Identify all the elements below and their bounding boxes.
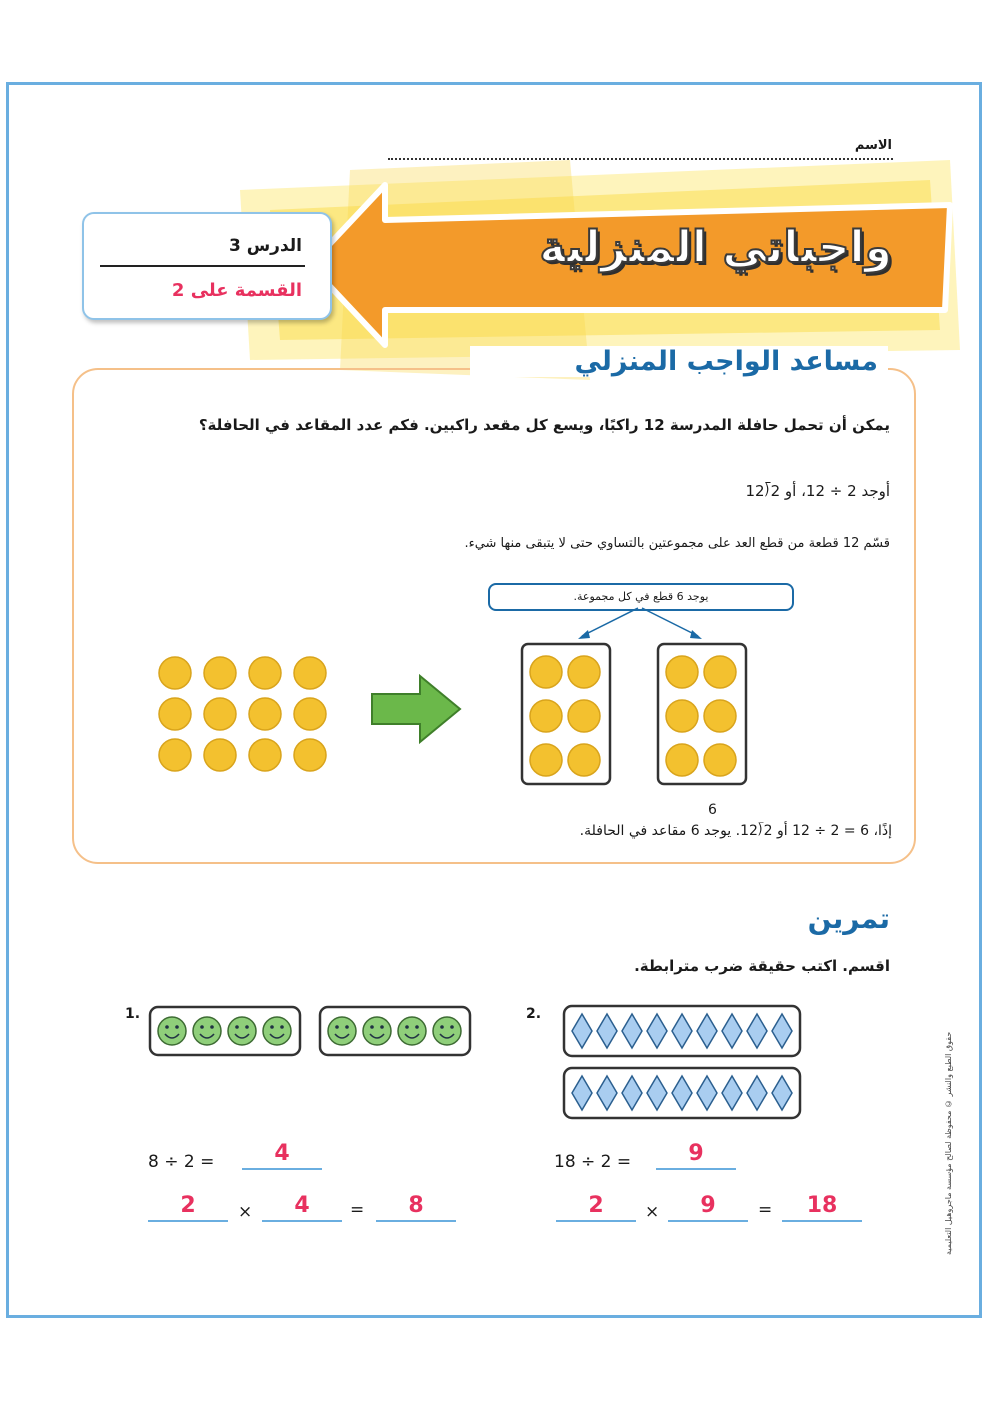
counter-icon: [568, 700, 600, 732]
exercise-2-factor2-answer[interactable]: 9: [668, 1192, 748, 1222]
counter-icon: [294, 739, 326, 771]
callout-arrows: [570, 606, 710, 644]
fraction-quotient: 6: [708, 802, 717, 818]
find-line: أوجد 2 ÷ 12، أو 2⟌12: [745, 482, 890, 500]
counter-icon: [666, 700, 698, 732]
exercise-2-picture: [562, 1004, 806, 1122]
exercise-1-equals: =: [350, 1200, 365, 1220]
lesson-topic: القسمة على 2: [171, 280, 302, 301]
counter-icon: [704, 656, 736, 688]
smiley-icon: [193, 1017, 221, 1045]
counter-icon: [568, 744, 600, 776]
counter-icon: [530, 744, 562, 776]
exercise-2-times: ×: [645, 1202, 660, 1222]
smiley-icon: [228, 1017, 256, 1045]
counter-icon: [249, 739, 281, 771]
problem-text: يمكن أن تحمل حافلة المدرسة 12 راكبًا، ويسع كل مقعد راكبين. فكم عدد المقاعد في الحافلة؟: [198, 416, 890, 434]
exercise-1-picture: [148, 1005, 478, 1059]
counter-icon: [159, 657, 191, 689]
counter-icon: [249, 657, 281, 689]
counter-icon: [294, 657, 326, 689]
lesson-number: الدرس 3: [228, 236, 302, 256]
exercise-1-number: 1.: [125, 1006, 141, 1022]
counter-icon: [666, 744, 698, 776]
smiley-icon: [398, 1017, 426, 1045]
counter-icon: [249, 698, 281, 730]
lesson-divider: [100, 265, 305, 267]
exercise-2-equals: =: [758, 1200, 773, 1220]
counter-icon: [666, 656, 698, 688]
counter-icon: [704, 744, 736, 776]
exercise-2-product-answer[interactable]: 18: [782, 1192, 862, 1222]
smiley-icon: [433, 1017, 461, 1045]
page-title: واجباتي المنزلية: [539, 222, 892, 273]
counter-icon: [159, 698, 191, 730]
exercise-1-division: 8 ÷ 2 =: [148, 1152, 215, 1172]
smiley-icon: [263, 1017, 291, 1045]
counter-icon: [204, 739, 236, 771]
counter-icon: [204, 657, 236, 689]
exercise-1-product-answer[interactable]: 8: [376, 1192, 456, 1222]
helper-title: مساعد الواجب المنزلي: [470, 346, 888, 377]
counter-icon: [704, 700, 736, 732]
conclusion-text: إذًا، 6 = 2 ÷ 12 أو 2⟌12. يوجد 6 مقاعد في الحافلة.: [579, 823, 892, 839]
exercise-1-factor2-answer[interactable]: 4: [262, 1192, 342, 1222]
name-label: الاسم: [854, 138, 892, 153]
counter-icon: [530, 700, 562, 732]
practice-title: تمرين: [807, 902, 890, 935]
copyright-note: حقوق الطبع والنشر © محفوظة لصالح مؤسسة ماجروهيل التعليمية: [944, 1031, 953, 1255]
instruction-text: قسّم 12 قطعة من قطع العد على مجموعتين بالتساوي حتى لا يتبقى منها شيء.: [464, 536, 890, 551]
counters-grid: [155, 655, 335, 775]
green-arrow-icon: [368, 672, 464, 746]
counter-icon: [568, 656, 600, 688]
counter-icon: [159, 739, 191, 771]
counter-icon: [530, 656, 562, 688]
counter-icon: [294, 698, 326, 730]
exercise-2-quotient-answer[interactable]: 9: [656, 1140, 736, 1170]
smiley-icon: [158, 1017, 186, 1045]
exercise-1-quotient-answer[interactable]: 4: [242, 1140, 322, 1170]
counter-icon: [204, 698, 236, 730]
practice-instruction: اقسم. اكتب حقيقة ضرب مترابطة.: [634, 957, 890, 975]
exercise-2-factor1-answer[interactable]: 2: [556, 1192, 636, 1222]
groups: [520, 642, 750, 788]
callout-box: يوجد 6 قطع في كل مجموعة.: [488, 583, 794, 611]
exercise-1-times: ×: [238, 1202, 253, 1222]
exercise-2-division: 18 ÷ 2 =: [554, 1152, 632, 1172]
exercise-2-number: 2.: [526, 1006, 542, 1022]
exercise-1-factor1-answer[interactable]: 2: [148, 1192, 228, 1222]
smiley-icon: [328, 1017, 356, 1045]
helper-box: [72, 368, 916, 864]
smiley-icon: [363, 1017, 391, 1045]
